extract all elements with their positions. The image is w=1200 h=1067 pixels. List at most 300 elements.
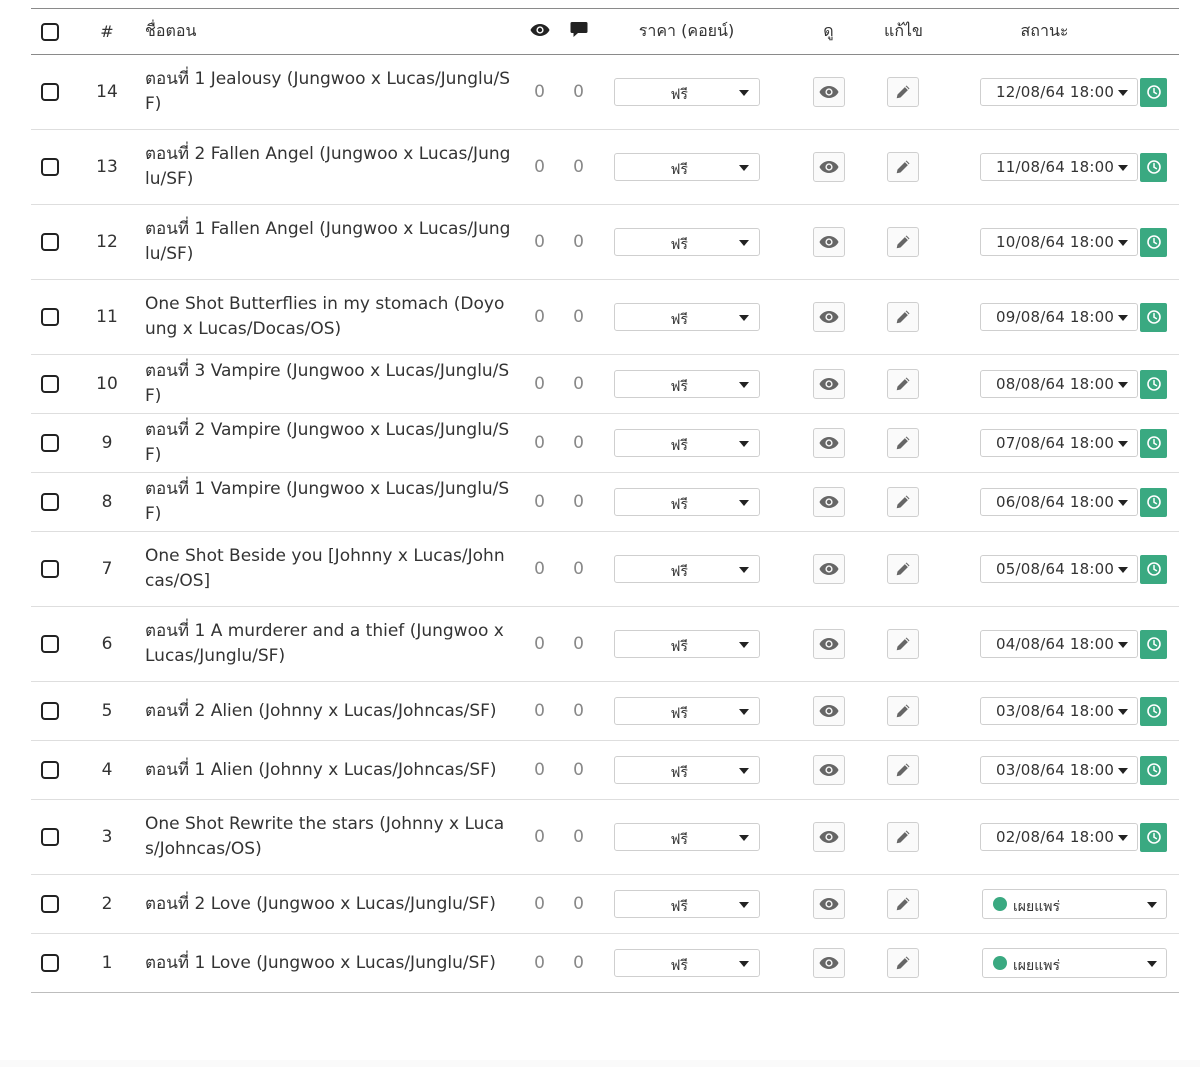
episode-title-cell [145,682,522,741]
eye-icon [819,310,839,324]
caret-down-icon [1118,500,1128,506]
caret-down-icon [1118,768,1128,774]
view-count: 0 [522,682,557,741]
pencil-icon [895,896,911,912]
schedule-datetime: 05/08/64 18:00 [996,560,1115,578]
caret-down-icon [739,165,749,171]
header-comments [557,9,600,55]
edit-button[interactable] [887,755,919,785]
caret-down-icon [1118,709,1128,715]
status-cell [922,130,1179,205]
price-cell [600,682,773,741]
view-cell [773,934,884,993]
episode-number: 6 [69,607,145,682]
edit-cell [884,741,922,800]
price-cell [600,607,773,682]
price-cell [600,55,773,130]
view-count: 0 [522,414,557,473]
edit-button[interactable] [887,428,919,458]
episode-title[interactable]: ตอนที่ 2 Vampire (Jungwoo x Lucas/Junglu/SF) [145,420,510,465]
select-all-checkbox[interactable] [41,23,59,41]
comment-count: 0 [557,800,600,875]
price-select[interactable] [614,153,760,181]
episode-title[interactable]: ตอนที่ 3 Vampire (Jungwoo x Lucas/Junglu/SF) [145,361,510,406]
view-button[interactable] [813,77,845,107]
price-select[interactable] [614,429,760,457]
edit-cell [884,934,922,993]
price-select[interactable] [614,370,760,398]
row-checkbox-cell [31,800,69,875]
view-count: 0 [522,473,557,532]
view-button[interactable] [813,302,845,332]
pencil-icon [895,376,911,392]
caret-down-icon [739,902,749,908]
edit-button[interactable] [887,948,919,978]
status-cell [922,741,1179,800]
published-dot-icon [993,897,1007,911]
row-checkbox[interactable] [41,828,59,846]
caret-down-icon [739,382,749,388]
row-checkbox[interactable] [41,493,59,511]
edit-button[interactable] [887,152,919,182]
view-count: 0 [522,205,557,280]
eye-icon [819,763,839,777]
schedule-button[interactable] [1140,488,1167,517]
view-count: 0 [522,280,557,355]
view-count: 0 [522,532,557,607]
schedule-select[interactable] [980,697,1138,725]
status-scheduled [980,429,1167,458]
view-count: 0 [522,875,557,934]
status-cell [922,473,1179,532]
episode-title[interactable]: ตอนที่ 1 Jealousy (Jungwoo x Lucas/Junglu/SF) [145,69,511,114]
pencil-icon [895,84,911,100]
schedule-button[interactable] [1140,228,1167,257]
table-row [31,130,1179,205]
row-checkbox[interactable] [41,158,59,176]
edit-cell [884,800,922,875]
price-select[interactable] [614,303,760,331]
price-select[interactable] [614,630,760,658]
caret-down-icon [739,961,749,967]
comment-count: 0 [557,414,600,473]
view-button[interactable] [813,369,845,399]
comment-count: 0 [557,682,600,741]
schedule-button[interactable] [1140,555,1167,584]
comment-count: 0 [557,55,600,130]
episode-number: 11 [69,280,145,355]
caret-down-icon [1118,835,1128,841]
status-cell [922,875,1179,934]
episode-number: 9 [69,414,145,473]
episode-table [31,8,1179,993]
eye-icon [530,23,550,37]
comment-count: 0 [557,355,600,414]
table-row [31,532,1179,607]
schedule-button[interactable] [1140,823,1167,852]
caret-down-icon [739,240,749,246]
price-cell [600,532,773,607]
view-button[interactable] [813,554,845,584]
comment-count: 0 [557,130,600,205]
schedule-select[interactable] [980,555,1138,583]
row-checkbox[interactable] [41,560,59,578]
episode-title[interactable]: ตอนที่ 2 Alien (Johnny x Lucas/Johncas/SF) [145,700,497,721]
table-row [31,473,1179,532]
clock-icon [1146,562,1161,577]
episode-number: 8 [69,473,145,532]
status-scheduled [980,488,1167,517]
schedule-button[interactable] [1140,303,1167,332]
view-count: 0 [522,130,557,205]
row-checkbox[interactable] [41,895,59,913]
eye-icon [819,85,839,99]
episode-number: 1 [69,934,145,993]
price-value: ฟรี [670,162,688,178]
episode-title-cell [145,280,522,355]
status-cell [922,934,1179,993]
view-cell [773,55,884,130]
comment-count: 0 [557,280,600,355]
caret-down-icon [739,835,749,841]
view-button[interactable] [813,487,845,517]
episode-title-cell [145,532,522,607]
schedule-button[interactable] [1140,630,1167,659]
schedule-button[interactable] [1140,153,1167,182]
table-row [31,934,1179,993]
status-scheduled [980,697,1167,726]
pencil-icon [895,435,911,451]
caret-down-icon [1118,642,1128,648]
row-checkbox[interactable] [41,702,59,720]
price-value: ฟรี [670,497,688,513]
status-scheduled [980,370,1167,399]
eye-icon [819,377,839,391]
table-row [31,800,1179,875]
row-checkbox-cell [31,532,69,607]
schedule-datetime: 07/08/64 18:00 [996,434,1115,452]
caret-down-icon [1147,961,1157,967]
status-cell [922,414,1179,473]
view-count: 0 [522,607,557,682]
schedule-select[interactable] [980,153,1138,181]
table-row [31,741,1179,800]
eye-icon [819,830,839,844]
header-number: # [69,9,145,55]
row-checkbox-cell [31,473,69,532]
price-cell [600,473,773,532]
pencil-icon [895,636,911,652]
pencil-icon [895,561,911,577]
row-checkbox-cell [31,414,69,473]
clock-icon [1146,235,1161,250]
clock-icon [1146,830,1161,845]
price-select[interactable] [614,756,760,784]
eye-icon [819,897,839,911]
schedule-datetime: 09/08/64 18:00 [996,308,1115,326]
view-cell [773,414,884,473]
edit-button[interactable] [887,302,919,332]
published-dot-icon [993,956,1007,970]
schedule-button[interactable] [1140,756,1167,785]
status-scheduled [980,823,1167,852]
edit-cell [884,205,922,280]
price-value: ฟรี [670,958,688,974]
schedule-datetime: 03/08/64 18:00 [996,761,1115,779]
episode-title[interactable]: One Shot Beside you [Johnny x Lucas/Johncas/OS] [145,546,505,591]
schedule-button[interactable] [1140,370,1167,399]
view-button[interactable] [813,755,845,785]
episode-rows [31,55,1179,993]
episode-number: 12 [69,205,145,280]
price-select[interactable] [614,697,760,725]
row-checkbox[interactable] [41,761,59,779]
price-value: ฟรี [670,639,688,655]
price-select[interactable] [614,823,760,851]
row-checkbox[interactable] [41,375,59,393]
price-value: ฟรี [670,765,688,781]
episode-title-cell [145,130,522,205]
schedule-select[interactable] [980,370,1138,398]
episode-title[interactable]: One Shot Butterflies in my stomach (Doyoung x Lucas/Docas/OS) [145,294,505,339]
view-count: 0 [522,741,557,800]
schedule-button[interactable] [1140,697,1167,726]
episode-title-cell [145,800,522,875]
header-views [522,9,557,55]
edit-cell [884,607,922,682]
edit-cell [884,532,922,607]
caret-down-icon [1147,902,1157,908]
price-cell [600,414,773,473]
row-checkbox-cell [31,875,69,934]
episode-title-cell [145,473,522,532]
view-button[interactable] [813,948,845,978]
header-row [31,9,1179,55]
episode-title[interactable]: ตอนที่ 1 Fallen Angel (Jungwoo x Lucas/Junglu/SF) [145,219,511,264]
comment-count: 0 [557,875,600,934]
view-count: 0 [522,934,557,993]
view-cell [773,682,884,741]
edit-button[interactable] [887,487,919,517]
schedule-select[interactable] [980,488,1138,516]
view-button[interactable] [813,428,845,458]
header-view: ดู [773,9,884,55]
schedule-datetime: 04/08/64 18:00 [996,635,1115,653]
price-value: ฟรี [670,899,688,915]
comment-count: 0 [557,205,600,280]
caret-down-icon [739,441,749,447]
edit-button[interactable] [887,629,919,659]
comment-count: 0 [557,934,600,993]
clock-icon [1146,436,1161,451]
episode-title[interactable]: One Shot Rewrite the stars (Johnny x Lucas/Johncas/OS) [145,814,505,859]
clock-icon [1146,160,1161,175]
episode-title[interactable]: ตอนที่ 2 Fallen Angel (Jungwoo x Lucas/Junglu/SF) [145,144,511,189]
price-value: ฟรี [670,438,688,454]
view-cell [773,280,884,355]
table-row [31,682,1179,741]
publish-status-label: เผยแพร่ [1013,958,1060,974]
episode-number: 13 [69,130,145,205]
schedule-select[interactable] [980,429,1138,457]
view-button[interactable] [813,227,845,257]
clock-icon [1146,85,1161,100]
price-cell [600,280,773,355]
status-scheduled [980,630,1167,659]
status-cell [922,55,1179,130]
view-cell [773,130,884,205]
clock-icon [1146,377,1161,392]
table-row [31,875,1179,934]
episode-number: 4 [69,741,145,800]
episode-title[interactable]: ตอนที่ 1 Vampire (Jungwoo x Lucas/Junglu/SF) [145,479,510,524]
episode-title[interactable]: ตอนที่ 1 Love (Jungwoo x Lucas/Junglu/SF) [145,952,496,973]
pencil-icon [895,309,911,325]
schedule-datetime: 12/08/64 18:00 [996,83,1115,101]
status-scheduled [980,555,1167,584]
episode-number: 5 [69,682,145,741]
row-checkbox-cell [31,934,69,993]
episode-number: 14 [69,55,145,130]
row-checkbox-cell [31,130,69,205]
eye-icon [819,160,839,174]
schedule-select[interactable] [980,823,1138,851]
price-cell [600,355,773,414]
view-cell [773,607,884,682]
eye-icon [819,956,839,970]
schedule-datetime: 10/08/64 18:00 [996,233,1115,251]
view-button[interactable] [813,629,845,659]
table-row [31,414,1179,473]
price-value: ฟรี [670,564,688,580]
episode-title-cell [145,414,522,473]
caret-down-icon [739,642,749,648]
header-status: สถานะ [922,9,1179,55]
pencil-icon [895,494,911,510]
edit-button[interactable] [887,77,919,107]
episode-title[interactable]: ตอนที่ 1 A murderer and a thief (Jungwoo x Lucas/Junglu/SF) [145,621,504,666]
view-button[interactable] [813,152,845,182]
row-checkbox[interactable] [41,635,59,653]
header-price: ราคา (คอยน์) [600,9,773,55]
episode-number: 2 [69,875,145,934]
caret-down-icon [1118,165,1128,171]
edit-button[interactable] [887,369,919,399]
publish-status-select[interactable] [982,889,1167,919]
price-select[interactable] [614,488,760,516]
schedule-button[interactable] [1140,78,1167,107]
schedule-select[interactable] [980,630,1138,658]
price-cell [600,875,773,934]
row-checkbox-cell [31,205,69,280]
row-checkbox[interactable] [41,83,59,101]
price-select[interactable] [614,78,760,106]
episode-number: 7 [69,532,145,607]
row-checkbox-cell [31,682,69,741]
view-cell [773,355,884,414]
caret-down-icon [1118,441,1128,447]
episode-title-cell [145,741,522,800]
status-cell [922,800,1179,875]
schedule-datetime: 02/08/64 18:00 [996,828,1115,846]
clock-icon [1146,637,1161,652]
schedule-datetime: 03/08/64 18:00 [996,702,1115,720]
table-row [31,55,1179,130]
schedule-datetime: 06/08/64 18:00 [996,493,1115,511]
row-checkbox[interactable] [41,233,59,251]
comment-count: 0 [557,741,600,800]
price-cell [600,741,773,800]
edit-button[interactable] [887,696,919,726]
price-select[interactable] [614,890,760,918]
schedule-button[interactable] [1140,429,1167,458]
schedule-select[interactable] [980,78,1138,106]
row-checkbox[interactable] [41,308,59,326]
eye-icon [819,637,839,651]
price-value: ฟรี [670,379,688,395]
schedule-select[interactable] [980,303,1138,331]
status-scheduled [980,228,1167,257]
episode-title-cell [145,205,522,280]
price-select[interactable] [614,228,760,256]
edit-cell [884,55,922,130]
status-cell [922,532,1179,607]
view-cell [773,532,884,607]
comment-icon [570,21,588,38]
caret-down-icon [739,768,749,774]
status-cell [922,280,1179,355]
price-cell [600,205,773,280]
status-scheduled [980,756,1167,785]
view-button[interactable] [813,889,845,919]
caret-down-icon [739,315,749,321]
view-cell [773,205,884,280]
view-button[interactable] [813,696,845,726]
price-select[interactable] [614,949,760,977]
edit-button[interactable] [887,889,919,919]
clock-icon [1146,310,1161,325]
caret-down-icon [1118,567,1128,573]
schedule-select[interactable] [980,228,1138,256]
price-select[interactable] [614,555,760,583]
price-value: ฟรี [670,237,688,253]
select-all-cell [31,9,69,55]
caret-down-icon [739,90,749,96]
caret-down-icon [1118,240,1128,246]
episode-title[interactable]: ตอนที่ 2 Love (Jungwoo x Lucas/Junglu/SF) [145,893,496,914]
price-cell [600,934,773,993]
edit-button[interactable] [887,822,919,852]
episode-title[interactable]: ตอนที่ 1 Alien (Johnny x Lucas/Johncas/SF) [145,759,497,780]
status-scheduled [980,78,1167,107]
view-button[interactable] [813,822,845,852]
schedule-select[interactable] [980,756,1138,784]
row-checkbox-cell [31,280,69,355]
row-checkbox[interactable] [41,434,59,452]
schedule-datetime: 08/08/64 18:00 [996,375,1115,393]
pencil-icon [895,703,911,719]
edit-button[interactable] [887,554,919,584]
publish-status-select[interactable] [982,948,1167,978]
table-row [31,355,1179,414]
publish-status-label: เผยแพร่ [1013,899,1060,915]
row-checkbox[interactable] [41,954,59,972]
edit-cell [884,473,922,532]
caret-down-icon [1118,90,1128,96]
view-count: 0 [522,800,557,875]
edit-button[interactable] [887,227,919,257]
status-cell [922,205,1179,280]
